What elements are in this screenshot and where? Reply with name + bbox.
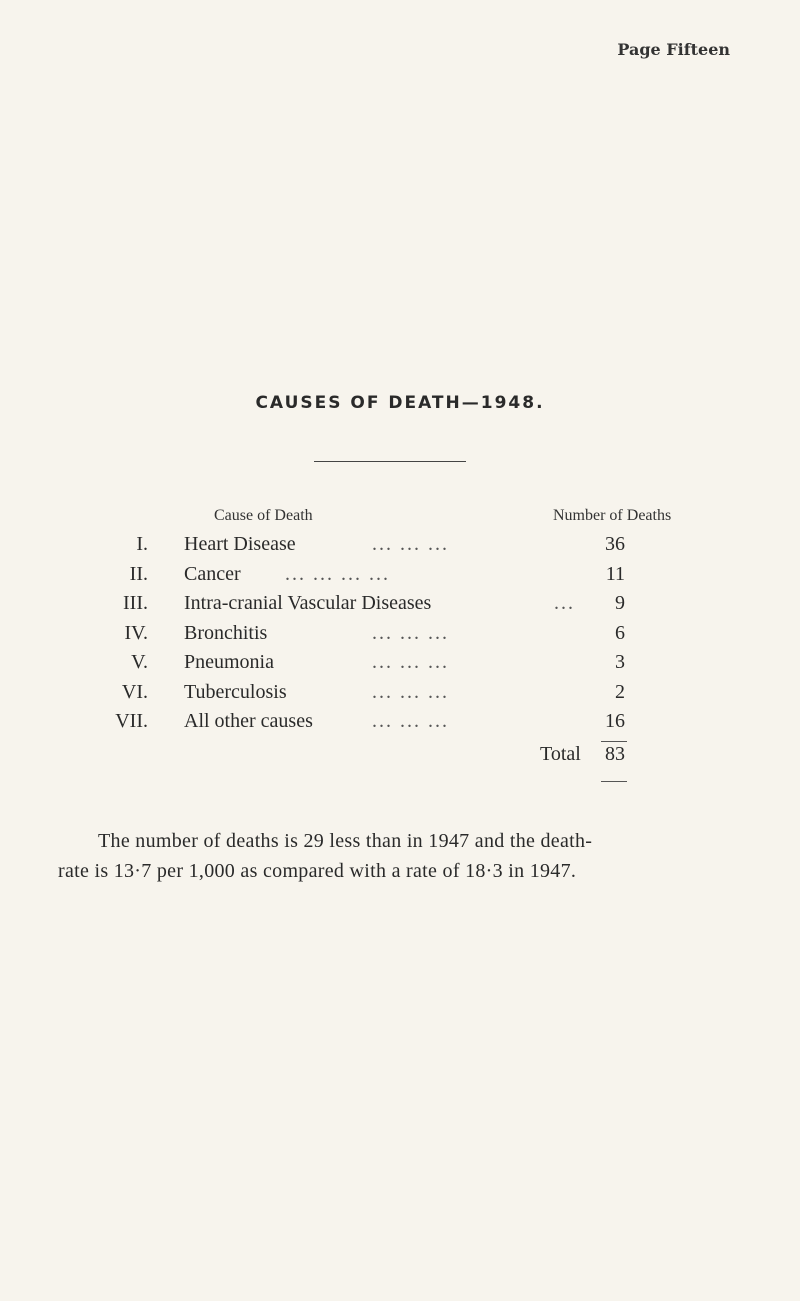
row-cause: Bronchitis <box>184 622 268 644</box>
row-cause: Pneumonia <box>184 651 274 673</box>
row-numeral: IV. <box>124 622 148 644</box>
dot-leader: ... ... ... <box>372 622 449 644</box>
table-row <box>0 533 800 561</box>
row-cause: Heart Disease <box>184 533 296 555</box>
total-label: Total <box>540 743 581 765</box>
table-row <box>0 681 800 709</box>
total-bottom-rule <box>601 781 627 782</box>
row-numeral: V. <box>131 651 148 673</box>
row-deaths: 6 <box>615 622 625 644</box>
summary-line-2: rate is 13·7 per 1,000 as compared with a rate of 18·3 in 1947. <box>58 860 577 882</box>
summary-line-1: The number of deaths is 29 less than in 1947 and the death- <box>98 830 593 852</box>
row-deaths: 11 <box>605 563 625 585</box>
column-header-cause: Cause of Death <box>214 507 313 524</box>
row-numeral: I. <box>136 533 148 555</box>
title-divider <box>314 461 466 462</box>
total-top-rule <box>601 741 627 742</box>
summary-paragraph <box>58 826 742 886</box>
dot-leader: ... ... ... <box>372 533 449 555</box>
row-numeral: VI. <box>121 681 148 703</box>
row-cause: Cancer <box>184 563 241 585</box>
row-deaths: 36 <box>605 533 625 555</box>
row-cause: All other causes <box>184 710 313 732</box>
row-numeral: VII. <box>115 710 148 732</box>
table-row <box>0 622 800 650</box>
row-numeral: II. <box>129 563 148 585</box>
column-header-number: Number of Deaths <box>553 507 672 524</box>
dot-leader: ... <box>554 592 575 614</box>
row-numeral: III. <box>123 592 148 614</box>
page-title: CAUSES OF DEATH—1948. <box>255 393 545 413</box>
page-number-header: Page Fifteen <box>617 40 730 59</box>
row-deaths: 16 <box>605 710 625 732</box>
table-row <box>0 651 800 679</box>
total-value: 83 <box>605 743 625 765</box>
row-deaths: 2 <box>615 681 625 703</box>
row-cause: Tuberculosis <box>184 681 287 703</box>
table-row <box>0 592 800 620</box>
row-deaths: 9 <box>615 592 625 614</box>
dot-leader: ... ... ... <box>372 651 449 673</box>
dot-leader: ... ... ... ... <box>285 563 390 585</box>
row-deaths: 3 <box>615 651 625 673</box>
dot-leader: ... ... ... <box>372 681 449 703</box>
row-cause: Intra-cranial Vascular Diseases <box>184 592 432 614</box>
table-row <box>0 563 800 591</box>
dot-leader: ... ... ... <box>372 710 449 732</box>
table-row <box>0 710 800 738</box>
